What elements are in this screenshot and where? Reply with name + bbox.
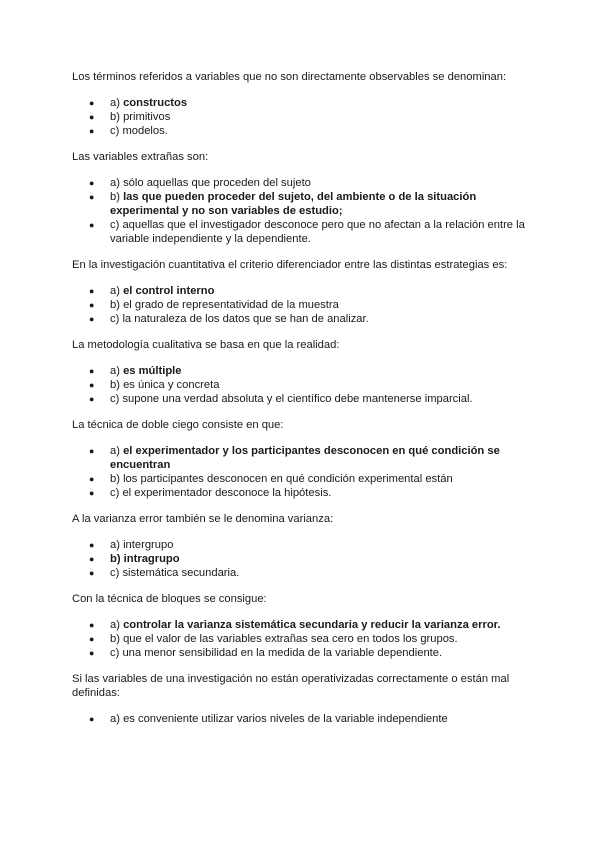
option-label: a) (110, 713, 124, 725)
option-item (72, 392, 530, 406)
option-text: el grado de representatividad de la muestra (123, 299, 339, 311)
bullet-icon: ● (89, 446, 95, 456)
option-item (72, 444, 530, 472)
option-text: supone una verdad absoluta y el científico debe mantenerse imparcial. (122, 393, 473, 405)
option-item (72, 566, 530, 580)
bullet-icon: ● (89, 300, 95, 310)
option-label: c) (110, 219, 123, 231)
bullet-icon: ● (89, 192, 95, 202)
question-block (72, 150, 530, 246)
option-text: una menor sensibilidad en la medida de la variable dependiente. (122, 647, 443, 659)
document-page (72, 70, 530, 738)
option-item (72, 618, 530, 632)
option-item (72, 552, 530, 566)
question-text: Con la técnica de bloques se consigue: (72, 593, 267, 605)
option-item (72, 538, 530, 552)
option-label: c) (110, 567, 123, 579)
bullet-icon: ● (89, 568, 95, 578)
option-label: b) (110, 299, 124, 311)
option-label: c) (110, 393, 123, 405)
option-item (72, 190, 530, 218)
option-label: c) (110, 647, 123, 659)
correct-answer-text: el experimentador y los participantes desconocen en qué condición se encuentran (110, 445, 500, 471)
correct-answer-text: intragrupo (123, 553, 180, 565)
question-text: La metodología cualitativa se basa en que la realidad: (72, 339, 340, 351)
correct-answer-text: es múltiple (123, 365, 182, 377)
option-label: b) (110, 111, 124, 123)
option-text: que el valor de las variables extrañas sea cero en todos los grupos. (123, 633, 458, 645)
option-item (72, 632, 530, 646)
option-text: el experimentador desconoce la hipótesis. (122, 487, 332, 499)
options-list (72, 618, 530, 660)
option-text: la naturaleza de los datos que se han de analizar. (122, 313, 369, 325)
question-text: Los términos referidos a variables que no son directamente observables se denominan: (72, 71, 507, 83)
question-text: En la investigación cuantitativa el criterio diferenciador entre las distintas estrategias es: (72, 259, 508, 271)
question-block (72, 512, 530, 580)
bullet-icon: ● (89, 380, 95, 390)
option-item (72, 486, 530, 500)
bullet-icon: ● (89, 554, 95, 564)
option-text: sólo aquellas que proceden del sujeto (123, 177, 311, 189)
option-label: a) (110, 177, 124, 189)
correct-answer-text: constructos (123, 97, 188, 109)
option-label: c) (110, 487, 123, 499)
option-item (72, 712, 530, 726)
options-list (72, 364, 530, 406)
bullet-icon: ● (89, 126, 95, 136)
option-item (72, 646, 530, 660)
option-item (72, 124, 530, 138)
option-text: primitivos (123, 111, 171, 123)
bullet-icon: ● (89, 220, 95, 230)
option-label: b) (110, 633, 124, 645)
option-label: b) (110, 379, 124, 391)
option-text: intergrupo (123, 539, 174, 551)
bullet-icon: ● (89, 394, 95, 404)
question-text: A la varianza error también se le denomina varianza: (72, 513, 334, 525)
bullet-icon: ● (89, 112, 95, 122)
bullet-icon: ● (89, 634, 95, 644)
option-text: aquellas que el investigador desconoce pero que no afectan a la relación entre la variable independiente y la dependiente. (110, 219, 525, 245)
question-text: Las variables extrañas son: (72, 151, 209, 163)
bullet-icon: ● (89, 540, 95, 550)
bullet-icon: ● (89, 714, 95, 724)
option-item (72, 96, 530, 110)
option-label: a) (110, 285, 124, 297)
bullet-icon: ● (89, 488, 95, 498)
correct-answer-text: las que pueden proceder del sujeto, del ambiente o de la situación experimental y no son variables de estudio; (110, 191, 477, 217)
option-label: b) (110, 191, 124, 203)
options-list (72, 96, 530, 138)
option-label: a) (110, 97, 124, 109)
option-text: es única y concreta (123, 379, 220, 391)
bullet-icon: ● (89, 178, 95, 188)
option-item (72, 218, 530, 246)
option-item (72, 472, 530, 486)
option-label: b) (110, 473, 124, 485)
bullet-icon: ● (89, 314, 95, 324)
option-item (72, 176, 530, 190)
question-block (72, 70, 530, 138)
option-label: c) (110, 125, 123, 137)
option-item (72, 110, 530, 124)
option-label: a) (110, 619, 124, 631)
question-block (72, 258, 530, 326)
option-label: b) (110, 553, 124, 565)
option-item (72, 364, 530, 378)
options-list (72, 538, 530, 580)
bullet-icon: ● (89, 286, 95, 296)
question-block (72, 592, 530, 660)
options-list (72, 176, 530, 246)
bullet-icon: ● (89, 648, 95, 658)
option-item (72, 298, 530, 312)
option-text: es conveniente utilizar varios niveles de la variable independiente (123, 713, 448, 725)
question-text: La técnica de doble ciego consiste en que: (72, 419, 284, 431)
options-list (72, 444, 530, 500)
bullet-icon: ● (89, 366, 95, 376)
option-text: sistemática secundaria. (122, 567, 240, 579)
bullet-icon: ● (89, 474, 95, 484)
bullet-icon: ● (89, 98, 95, 108)
option-text: modelos. (122, 125, 168, 137)
options-list (72, 284, 530, 326)
option-item (72, 312, 530, 326)
correct-answer-text: el control interno (123, 285, 215, 297)
option-label: a) (110, 445, 124, 457)
options-list (72, 712, 530, 726)
option-label: c) (110, 313, 123, 325)
option-label: a) (110, 539, 124, 551)
question-block (72, 418, 530, 500)
option-text: los participantes desconocen en qué condición experimental están (123, 473, 453, 485)
bullet-icon: ● (89, 620, 95, 630)
question-block (72, 338, 530, 406)
question-block (72, 672, 530, 726)
question-text: Si las variables de una investigación no están operativizadas correctamente o están mal definidas: (72, 673, 510, 699)
option-item (72, 378, 530, 392)
option-label: a) (110, 365, 124, 377)
correct-answer-text: controlar la varianza sistemática secundaria y reducir la varianza error. (123, 619, 501, 631)
option-item (72, 284, 530, 298)
